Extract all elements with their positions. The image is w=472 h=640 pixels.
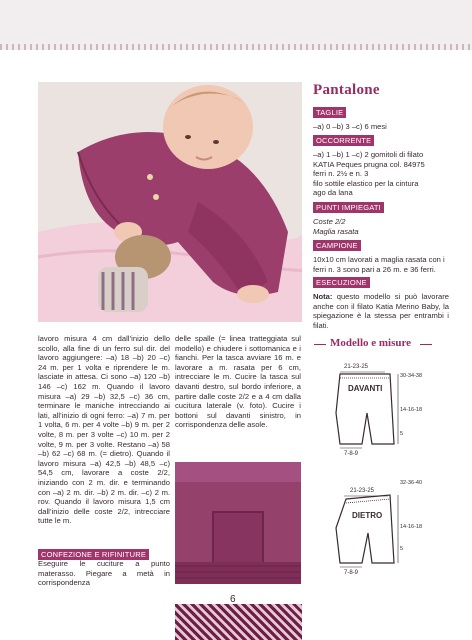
back-bottom-measure: 7-8-9 bbox=[344, 570, 359, 576]
models-title: Modello e misure bbox=[330, 337, 412, 349]
section-line: –a) 1 –b) 1 –c) 2 gomitoli di filato bbox=[313, 150, 424, 159]
confezione-text bbox=[38, 559, 170, 588]
pocket-illustration bbox=[175, 462, 301, 584]
confezione-tag: CONFEZIONE E RIFINITURE bbox=[38, 549, 149, 560]
middle-column-text bbox=[175, 334, 301, 430]
back-right-bot: 5 bbox=[400, 546, 404, 552]
baby-illustration bbox=[38, 82, 302, 322]
section-gauge bbox=[313, 235, 449, 274]
front-right-mid: 14-16-18 bbox=[400, 407, 423, 413]
page-number: 6 bbox=[230, 594, 236, 605]
section-tag: PUNTI IMPIEGATI bbox=[313, 202, 384, 213]
section-materials bbox=[313, 130, 449, 198]
back-label: DIETRO bbox=[352, 511, 383, 520]
paragraph: delle spalle (= linea tratteggiata sul modello) e chiudere i sottomanica e i fianchi. Per la tasca avviare 16 m. e lavorare a m. rasata per 6 cm, intrecciare le m. Cucire la tasca sul davanti destro, sul bordo inferiore, a partire dalle coste 2/2 e a 4 cm dalla cucitura laterale (v. foto). Cucire i bottoni sul davanti sinistro, in corrispondenza delle asole. bbox=[175, 334, 301, 430]
left-column-text bbox=[38, 334, 170, 526]
header-stripe bbox=[0, 44, 472, 50]
section-line: –a) 0 –b) 3 –c) 6 mesi bbox=[313, 122, 387, 131]
section-line: ferri n. 2½ e n. 3 bbox=[313, 169, 369, 179]
knit-texture-strip bbox=[175, 604, 302, 640]
title-rule-left bbox=[314, 344, 326, 345]
front-right-top: 30-34-38 bbox=[400, 373, 423, 379]
section-line: Maglia rasata bbox=[313, 226, 359, 236]
page-title: Pantalone bbox=[313, 82, 380, 98]
front-bottom-measure: 7-8-9 bbox=[344, 451, 359, 457]
paragraph: Eseguire le cuciture a punto materasso. Piegare a metà in corrispondenza bbox=[38, 559, 170, 588]
section-execution bbox=[313, 272, 449, 330]
section-tag: TAGLIE bbox=[313, 107, 346, 118]
back-right-top: 32-36-40 bbox=[400, 480, 423, 486]
back-top-measure: 21-23-25 bbox=[350, 488, 375, 494]
section-line: ago da lana bbox=[313, 188, 353, 198]
section-line: KATIA Peques prugna col. 84975 bbox=[313, 159, 425, 169]
front-label: DAVANTI bbox=[348, 384, 383, 393]
front-top-measure: 21-23-25 bbox=[344, 364, 369, 370]
baby-photo bbox=[38, 82, 302, 322]
pocket-detail-photo bbox=[175, 462, 301, 584]
section-line bbox=[313, 292, 449, 330]
section-tag: CAMPIONE bbox=[313, 240, 361, 251]
section-stitches bbox=[313, 197, 449, 236]
note-label: Nota: bbox=[313, 292, 333, 301]
section-tag: OCCORRENTE bbox=[313, 135, 374, 146]
note-text: questo modello si può lavorare anche con il filato Katia Merino Baby, la spiegazione è la stessa per entrambi i filati. bbox=[313, 292, 449, 330]
section-sizes bbox=[313, 102, 449, 132]
back-right-mid: 14-16-18 bbox=[400, 524, 423, 530]
section-line: filo sottile elastico per la cintura bbox=[313, 178, 419, 188]
paragraph: lavoro misura 4 cm dall’inizio dello scollo, alla fine di un ferro sul dir. del lavoro aggiungere: –a) 18 –b) 20 –c) 24 m. per 1 volta e riprendere le m. lasciate in attesa. Ci sono –a) 120 –b) 146 –c) 162 m. Quando il lavoro misura –a) 29 –b) 32,5 –c) 36 cm, terminare le maniche intrecciando ai lati, all’inizio di ogni ferro: –a) 7 m. per 1 volta, 6 m. per 4 volte –b) 9 m. per 2 volte, 8 m. per 3 volte –c) 10 m. per 2 volte, 9 m. per 3 volte. Restano –a) 58 –b) 62 –c) 68 m. (= dietro). Quando il lavoro misura –a) 42,5 –b) 48,5 –c) 54,5 cm, lavorare a coste 2/2, iniziando con 2 m. dir. e terminando con –a) 2 m. dir. –b) 2 m. dir. –c) 2 m. rov. Quando il lavoro misura 1,5 cm dall’inizio delle coste 2/2, intrecciare tutte le m. bbox=[38, 334, 170, 526]
title-rule-right bbox=[420, 344, 432, 345]
section-line: 10x10 cm lavorati a maglia rasata con i ferri n. 3 sono pari a 26 m. e 36 ferri. bbox=[313, 255, 445, 274]
header-band bbox=[0, 0, 472, 50]
section-line: Coste 2/2 bbox=[313, 217, 346, 226]
section-tag: ESECUZIONE bbox=[313, 277, 370, 288]
front-right-bot: 5 bbox=[400, 431, 404, 437]
pants-diagrams bbox=[330, 358, 440, 578]
